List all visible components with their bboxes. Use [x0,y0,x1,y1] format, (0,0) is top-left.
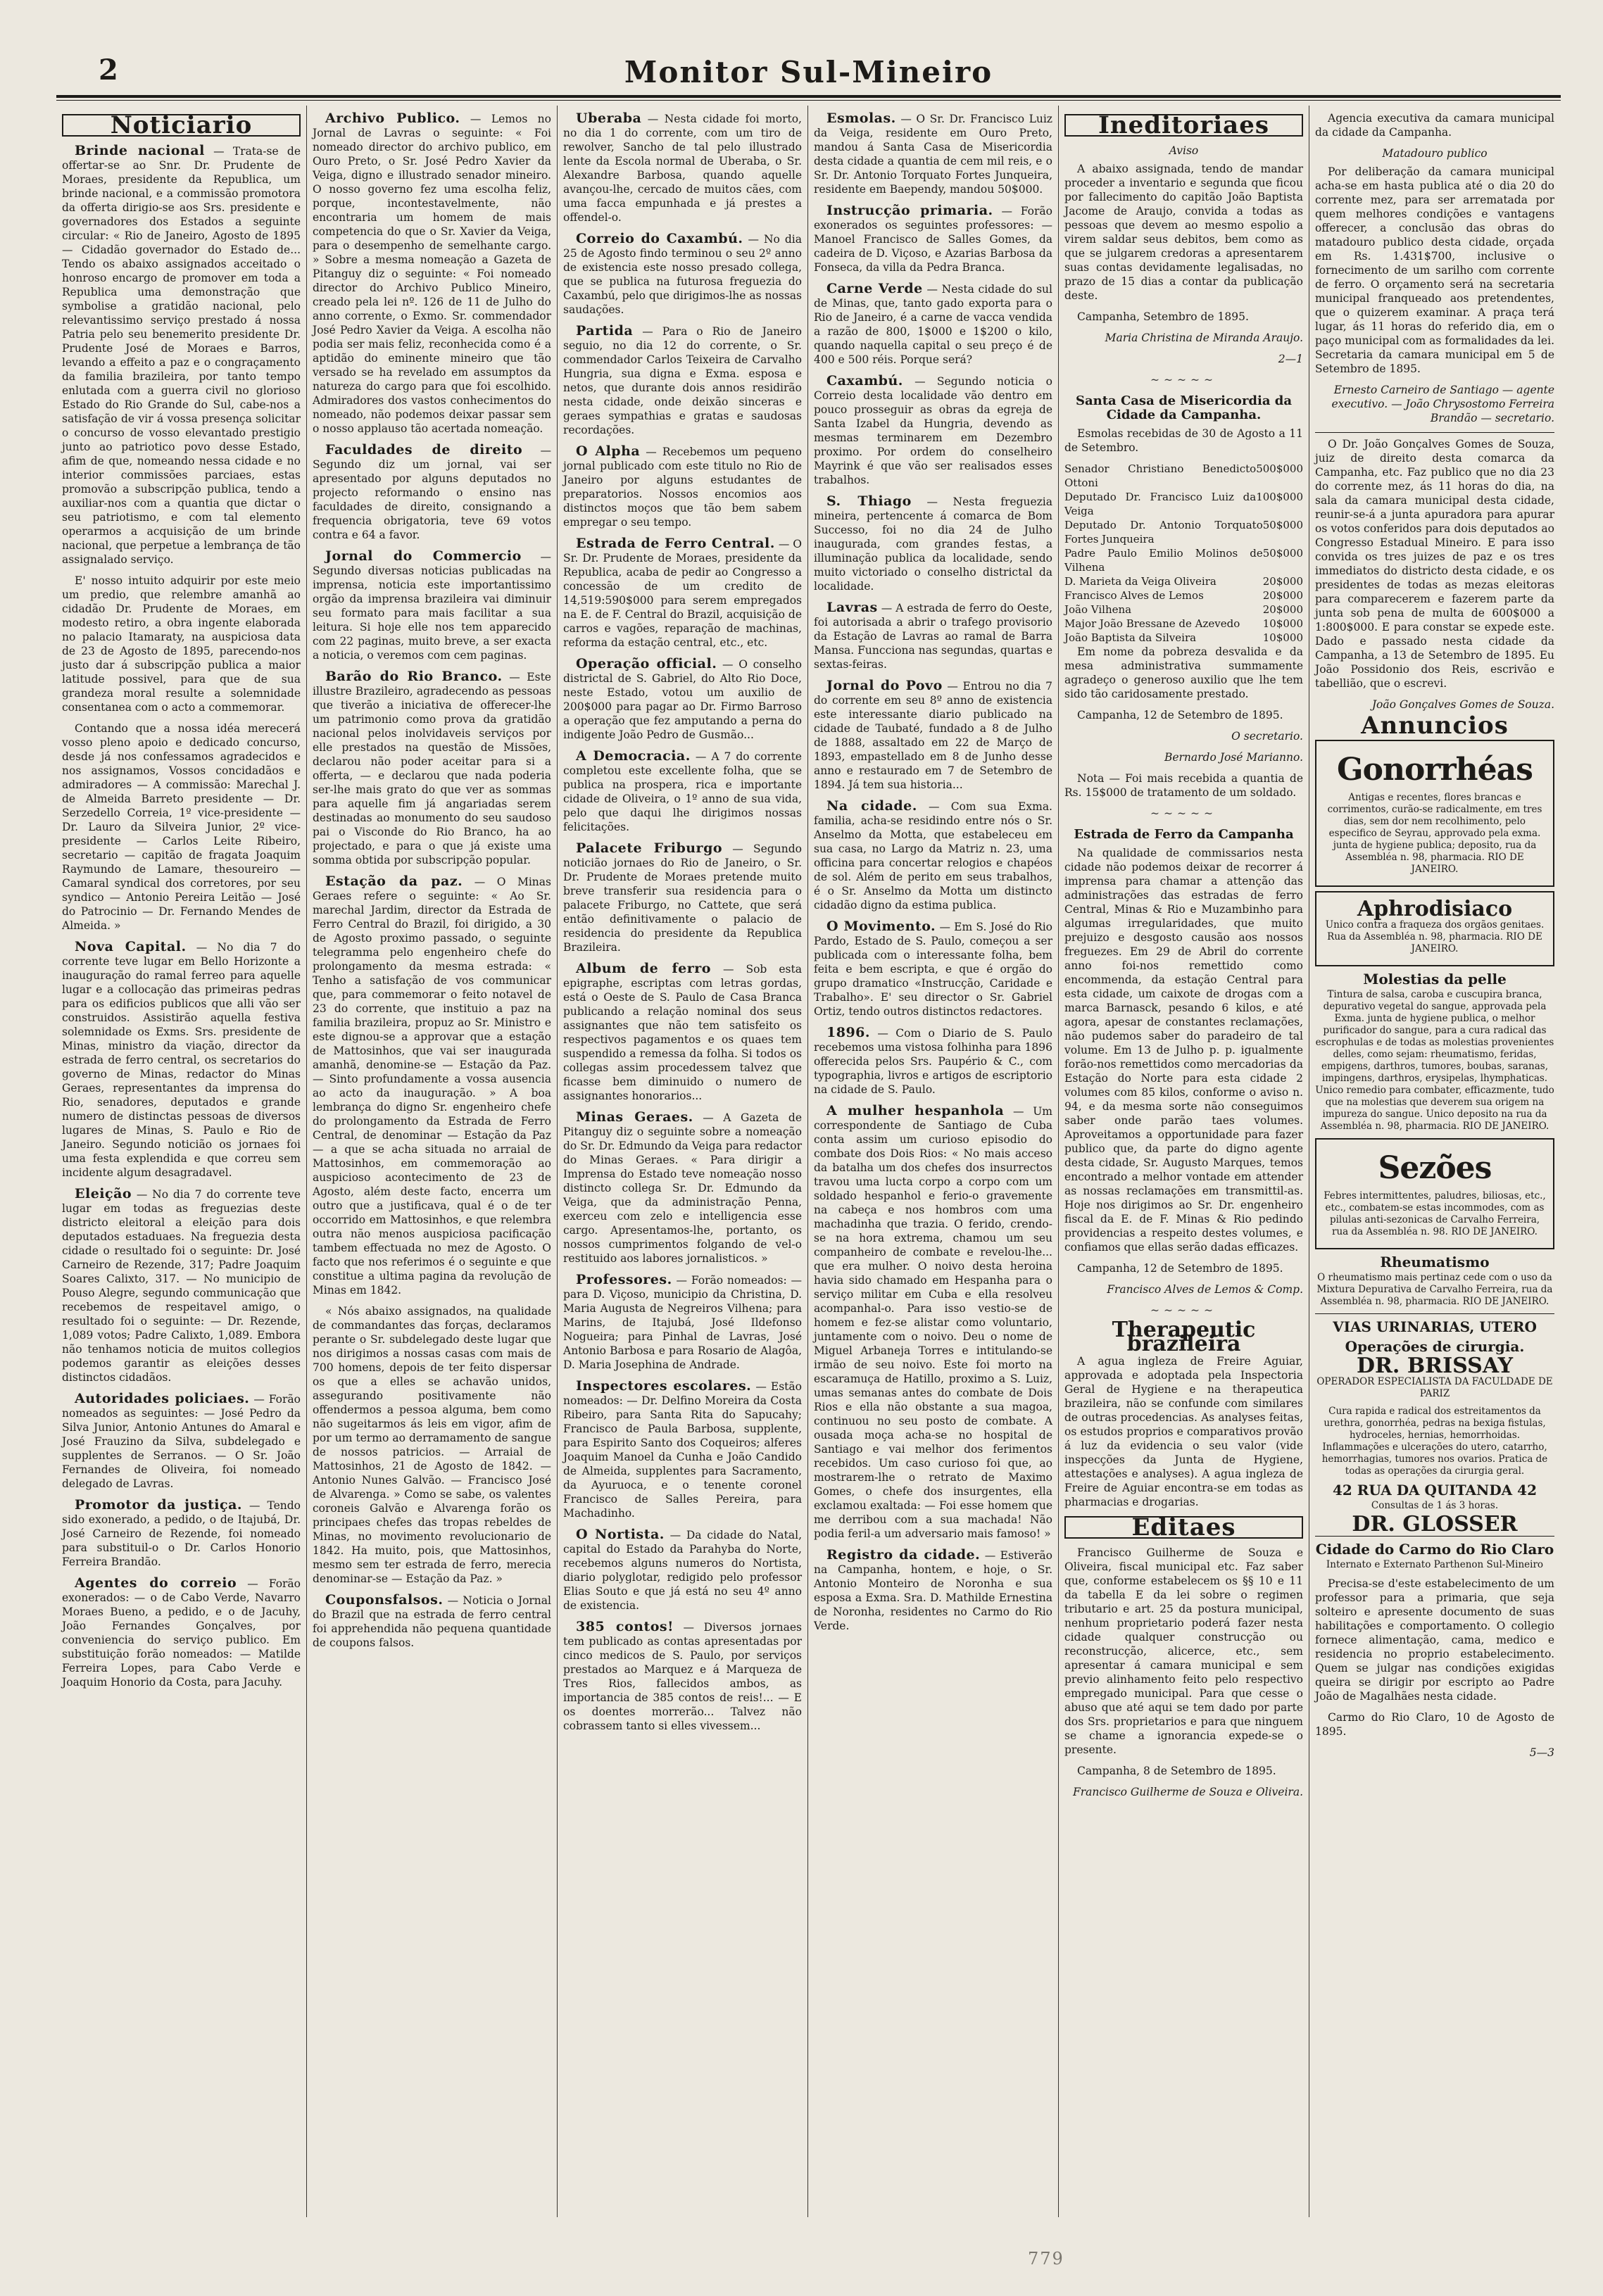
article-body: — Sob esta epigraphe, escriptas com letras gordas, está o Oeste de S. Paulo de Casa Branca publicando a relação nominal dos seus assignantes que não tem satisfeito os respectivos pagamentos e os quaes tem suspendido a remessa da folha. Si todos os collegas assim procedessem talvez que ficasse bem diminuido o numero de assignantes honorarios... [563,963,802,1102]
donation-value: 10$000 [1262,631,1303,644]
santa-casa-intro: Esmolas recebidas de 30 de Agosto a 11 de Setembro. [1064,427,1303,454]
ad-vias-subtitle: Operações de cirurgia. [1345,1338,1525,1355]
article-faculdades [313,443,551,542]
masthead-rule-thin [56,100,1561,101]
article-heading: 385 contos! [576,1619,674,1634]
donor-name: João Vilhena [1064,603,1132,616]
article-heading: Estação da paz. [325,873,463,889]
article-body: — No dia 7 do corrente teve lugar em Bello Horizonte a inauguração do ramal ferreo para aquelle lugar e a collocação das primeiras pedras para os edificios publicos que alli vão ser construidos. Assistirão aquella festiva solemnidade os Exms. Srs. presidente de Minas, ministro da viação, director da estrada de ferro central, os secretarios do governo de Minas, redactor do Minas Geraes, representantes da imprensa do Rio, senadores, deputados e grande numero de distinctas pessoas de diversos lugares de Minas, S. Paulo e Rio de Janeiro. Segundo noticião os jornaes foi uma festa explendida e que correu sem incidente algum desagradavel. [62,941,301,1179]
article-palacete-friburgo [563,841,802,954]
donation-row [1064,617,1303,631]
article-promotor [62,1498,301,1569]
santa-casa-role: O secretario. [1231,730,1303,743]
ad-doctor-name-2: DR. GLOSSER [1352,1512,1518,1537]
article-lavras [814,600,1052,671]
donation-row [1064,588,1303,603]
article-heading: Minas Geraes. [576,1109,693,1125]
article-barao-rio-branco [313,669,551,867]
donation-row [1064,518,1303,546]
article-estrada-central [563,536,802,650]
article-body: — Com sua Exma. familia, acha-se residindo entre nós o Sr. Anselmo da Motta, que estabeleceu em sua casa, no Largo da Matriz n. 23, uma officina para concertar relogios e chapéos de sol. Além de perito em seus trabalhos, é o Sr. Anselmo da Motta um distincto cidadão digno da estima publica. [814,800,1052,912]
article-body: — Trata-se de offertar-se ao Snr. Dr. Prudente de Moraes, presidente da Republica, um brinde nacional, e a commissão promotora da offerta dirigio-se aos Srs. presidente e governadores dos Estados a seguinte circular: « Rio de Janeiro, Agosto de 1895 — Cidadão governador do Estado de... Tendo os abaixo assignados acceitado o honroso encargo de promover em toda a Republica uma demonstração que symbolise a gratidão nacional, pelo relevantissimo serviço prestado á nossa Patria pelo seu benemerito presidente Dr. Prudente José de Moraes e Barros, levando a effeito a paz e o congraçamento da familia brazileira, por tanto tempo enlutada com a guerra civil no glorioso Estado do Rio Grande do Sul, cabe-nos a satisfação de vir á vossa presença solicitar o concurso de vosso elevantado prestigio junto ao patriotico povo desse Estado, afim de que, nomeando nessa cidade e no interior commissões parciaes, estas promovão a subscripção publica, tendo a auxiliar-nos com a quantia que dictar o seu patriotismo, e com tal elemento operarmos a acquisição de um brinde nacional, que perpetue a lembrança de tão assignalado serviço. [62,145,301,566]
ad-sezoes [1315,1138,1554,1249]
divider [1315,1313,1554,1314]
ad-text: Antigas e recentes, flores brancas e corrimentos, curão-se radicalmente, em tres dias, sem dor nem recolhimento, pelo especifico de Seyrau, approvado pela exma. junta de hygiene publica; deposito, rua da Assembléa n. 98, pharmacia. RIO DE JANEIRO. [1327,792,1542,875]
column-6 [1309,106,1560,2217]
ad-doctor-address: 42 RUA DA QUITANDA 42 [1332,1482,1537,1499]
article-esmolas [814,111,1052,196]
article-body: — A estrada de ferro do Oeste, foi autorisada a abrir o trafego provisorio da Estação de Lavras ao ramal de Barra Mansa. Funcciona nas segundas, quartas e sextas-feiras. [814,602,1052,671]
article-body: — Tendo sido exonerado, a pedido, o de Itajubá, Dr. José Carneiro de Rezende, foi nomeado para substituil-o o Dr. Carlos Honorio Ferreira Brandão. [62,1499,301,1568]
article-heading: O Movimento. [826,919,936,934]
article-heading: Faculdades de direito [325,442,523,458]
article-385-contos [563,1620,802,1733]
article-uberaba [563,111,802,225]
article-heading: A mulher hespanhola [826,1103,1005,1118]
article-heading: Estrada de Ferro Central. [576,536,775,551]
article-paragraph: E' nosso intuito adquirir por este meio um predio, que relembre amanhã ao cidadão Dr. Prudente de Moraes, em modesto retiro, a obra ingente elaborada no palacio Itamaraty, na auspiciosa data de 23 de Agosto de 1895, parecendo-nos justo dar á subscripção publica a maior latitude possivel, para que de sua grandeza moral resulte a solemnidade consentanea com o acto a commemorar. [62,574,301,714]
aviso-body: A abaixo assignada, tendo de mandar proceder a inventario e segunda que ficou por fallecimento do capitão João Baptista Jacome de Araujo, convida a todas as pessoas que devem ao mesmo espolio a virem saldar seus debitos, bem como as que se julgarem credoras a apresentarem suas contas devidamente legalisadas, no prazo de 15 dias a contar da publicação deste. [1064,163,1303,302]
article-operacao-official [563,657,802,742]
therapeutic-heading: Therapeutic brazileira [1112,1318,1256,1356]
ad-doctor-name: DR. BRISSAY [1356,1354,1514,1378]
article-heading: Promotor da justiça. [75,1497,242,1513]
ad-molestias-text: Tintura de salsa, caroba e cuscupira branca, depurativo vegetal do sangue, approvada pela Exma. junta de hygiene publica, o melhor purificador do sangue, para a cura radical das escrophulas e de todas as molestias provenientes delles, como sejam: rheumatismo, feridas, empigens, darthros, tumores, boubas, saranas, impingens, darthros, erysipelas, lhymphaticas. Unico remedio para combater, efficazmente, tudo que na molestias que deverem sua origem na impureza do sangue. Unico deposito na rua da Assembléa n. 98, pharmacia. RIO DE JANEIRO. [1315,989,1554,1132]
donor-name: D. Marieta da Veiga Oliveira [1064,575,1217,588]
donation-value: 20$000 [1262,603,1303,616]
ornament-divider: ~~~~~ [1150,807,1217,820]
article-body: — Segundo noticia o Correio desta localidade vão dentro em pouco prosseguir as obras da egreja de Santa Izabel da Hungria, devendo as mesmas terminarem em Dezembro proximo. Por ordem do conselheiro Mayrink é que vão ser realisados esses trabalhos. [814,375,1052,486]
section-title-editaes: Editaes [1064,1516,1303,1539]
donor-name: Francisco Alves de Lemos [1064,589,1204,602]
article-body: — Diversos jornaes tem publicado as contas apresentadas por cinco medicos de S. Paulo, por serviços prestados ao Marquez e á Marqueza de Tres Rios, fallecidos ambos, as importancia de 385 contos de reis!... — E os doentes morrerão... Talvez não cobrassem tanto si elles vivessem... [563,1621,802,1732]
article-body: — Entrou no dia 7 do corrente em seu 8º anno de existencia este interessante diario publicado na cidade de Taubaté, fundado a 8 de Julho de 1888, assaltado em 22 de Março de 1893, empastellado em 8 de Junho desse anno e restaurado em 7 de Setembro de 1894. Já tem sua historia... [814,680,1052,791]
article-body: — Forão exonerados: — o de Cabo Verde, Navarro Moraes Bueno, a pedido, e o de Jacuhy, João Fernandes Gonçalves, por conveniencia do serviço publico. Em substituição forão nomeados: — Matilde Ferreira Lopes, para Cabo Verde e Joaquim Honorio da Costa, para Jacuhy. [62,1577,301,1689]
donor-name: Major João Bressane de Azevedo [1064,617,1240,630]
ornament-divider: ~~~~~ [1150,374,1217,386]
aviso-date: Campanha, Setembro de 1895. [1077,310,1249,323]
ad-title: Sezões [1378,1150,1492,1186]
editaes-date: Campanha, 8 de Setembro de 1895. [1077,1765,1276,1777]
article-body: — Para o Rio de Janeiro seguio, no dia 12 do corrente, o Sr. commendador Carlos Teixeira de Carvalho Hungria, sua digna e Exma. esposa e netos, que durante dois annos residirão nesta cidade, onde deixão sinceras e geraes sympathias e gratas e saudosas recordações. [563,325,802,436]
article-registro-cidade [814,1548,1052,1633]
article-caxambu [814,374,1052,487]
matadouro-signature: Ernesto Carneiro de Santiago — agente executivo. — João Chrysostomo Ferreira Brandão — secretario. [1331,384,1554,424]
article-body: — Da cidade do Natal, capital do Estado da Parahyba do Norte, recebemos alguns numeros do Nortista, diario polyglotar, redigido pelo professor Elias Souto e que já está no seu 4º anno de existencia. [563,1529,803,1612]
donor-name: Padre Paulo Emilio Molinos de Vilhena [1064,547,1263,574]
article-heading: Autoridades policiaes. [75,1391,250,1406]
article-na-cidade [814,799,1052,912]
article-jornal-commercio [313,549,551,662]
article-heading: Instrucção primaria. [826,203,993,218]
ad-rheumatismo-title: Rheumatismo [1380,1254,1490,1270]
article-heading: Caxambú. [826,373,903,389]
article-a-democracia [563,749,802,834]
ornament-divider: ~~~~~ [1150,1304,1217,1317]
donation-row [1064,546,1303,574]
article-body: — Nesta cidade do sul de Minas, que, tanto gado exporta para o Rio de Janeiro, é a carne de vacca vendida a razão de 800, 1$000 e 1$200 o kilo, quando naquella capital o seu preço é de 400 e 500 réis. Porque será? [814,283,1052,366]
article-body: — Segundo diversas noticias publicadas na imprensa, noticia este importantissimo orgão da imprensa brazileira vai diminuir seu formato para mais facilitar a sua leitura. Si hoje elle nos tem apparecido com 22 paginas, muito breve, a ser exacta a noticia, o veremos com cem paginas. [313,550,551,662]
article-heading: Professores. [576,1272,672,1287]
estrada-campanha-heading: Estrada de Ferro da Campanha [1074,827,1294,842]
archive-stamp: 779 [1028,2249,1064,2269]
article-body: — Estiverão na Campanha, hontem, e hoje, o Sr. Antonio Monteiro de Noronha e sua esposa a Exma. Sra. D. Mathilde Ernestina de Noronha, residentes no Carmo do Rio Verde. [814,1549,1052,1632]
ad-carmo-subtitle: Internato e Externato Parthenon Sul-Mineiro [1326,1559,1544,1570]
article-heading: Na cidade. [826,798,917,814]
article-heading: Album de ferro [576,961,711,976]
ad-molestias-title: Molestias da pelle [1363,971,1507,988]
santa-casa-body: Em nome da pobreza desvalida e da mesa administrativa summamente agradeço o generoso auxilio que lhe tem sido tão caridosamente prestado. [1064,645,1303,700]
article-o-alpha [563,444,802,529]
masthead-rule-thick [56,95,1561,98]
article-body: — A Gazeta de Pitanguy diz o seguinte sobre a nomeação do Sr. Dr. Edmundo da Veiga para redactor do Minas Geraes. « Para dirigir a Imprensa do Estado teve nomeação nosso distincto collega Sr. Dr. Edmundo da Veiga, que da administração Penna, exerceu com zelo e intelligencia esse cargo. Apresentamos-lhe, portanto, os nossos cumprimentos folgando de vel-o restituido aos labores jornalisticos. » [563,1111,802,1265]
column-2 [307,106,558,2217]
donation-row [1064,631,1303,645]
santa-casa-heading: Santa Casa de Misericordia da Cidade da Campanha. [1075,393,1293,422]
estrada-campanha-date: Campanha, 12 de Setembro de 1895. [1077,1262,1283,1275]
article-album-ferro [563,961,802,1103]
article-body: — Forão exonerados os seguintes professores: — Manoel Francisco de Salles Gomes, da cadeira de D. Viçoso, e Azarias Barbosa da Fonseca, da villa da Pedra Branca. [814,205,1052,274]
donation-value: 10$000 [1262,617,1303,630]
column-3 [558,106,808,2217]
donation-row [1064,462,1303,490]
ad-gonorrheas [1315,740,1554,887]
ad-carmo-title: Cidade do Carmo do Rio Claro [1315,1541,1554,1558]
article-1896 [814,1026,1052,1097]
article-body: — Noticia o Jornal do Brazil que na estrada de ferro central foi apprehendida não pequena quantidade de coupons falsos. [313,1594,551,1649]
article-body: — O Minas Geraes refere o seguinte: « Ao Sr. marechal Jardim, director da Estrada de Ferro Central do Brazil, foi dirigido, a 30 de Agosto proximo passado, o seguinte telegramma pelo engenheiro chefe do prolongamento da mesma estrada: « Tenho a satisfação de vos communicar que, para commemorar o feito notavel de 23 do corrente, que instituio a paz na familia brazileira, propuz ao Sr. Ministro e este dignou-se a approvar que a estação de Mattosinhos, que vai ser inaugurada amanhã, denomine-se — Estação da Paz. — Sinto profundamente a vossa ausencia ao acto da inauguração. » A boa lembrança do digno Sr. engenheiro chefe do prolongamento da Estrada de Ferro Central, de denominar — Estação da Paz — a que se acha situada no arraial de Mattosinhos, em commemoração ao auspicioso acontecimento de 23 de Agosto, além deste facto, encerra um outro que a justificava, qual é o de ter occorrido em Mattosinhos, e que relembra outra não menos auspiciosa pacificação tambem effectuada no mez de Agosto. O facto que nos referimos é o seguinte e que constitue a ultima pagina da revolução de Minas em 1842. [313,876,551,1297]
article-body: — O Sr. Dr. Francisco Luiz da Veiga, residente em Ouro Preto, mandou á Santa Casa de Misericordia desta cidade a quantia de cem mil reis, e o Sr. Dr. Antonio Torquato Fortes Junqueira, residente em Baependy, mandou 50$000. [814,113,1052,196]
article-body: — Em S. José do Rio Pardo, Estado de S. Paulo, começou a ser publicada com o interessante folha, bem feita e bem escripta, e que é orgão do grupo dramatico «Instrucção, Caridade e Trabalho». E' seu director o Sr. Gabriel Ortiz, tendo outros distinctos redactores. [814,921,1053,1018]
article-body: — Estão nomeados: — Dr. Delfino Moreira da Costa Ribeiro, para Santa Rita do Sapucahy; Francisco de Paula Barbosa, supplente, para Espirito Santo dos Coqueiros; alferes Joaquim Manoel da Cunha e João Candido de Almeida, supplentes para Sacramento, da Ayuruoca, e o tenente coronel Francisco de Salles Pereira, para Machadinho. [563,1380,802,1520]
article-agentes-correio [62,1576,301,1689]
estrada-campanha-signature: Francisco Alves de Lemos & Comp. [1107,1283,1303,1296]
juiz-signature: João Gonçalves Gomes de Souza. [1371,698,1554,711]
article-body: — Lemos no Jornal de Lavras o seguinte: « Foi nomeado director do archivo publico, em Ouro Preto, o Sr. José Pedro Xavier da Veiga, digno e illustrado senador mineiro. O nosso governo fez uma escolha feliz, porque, incontestavelmente, não encontraria um homem de mais competencia do que o Sr. Xavier da Veiga, para o desempenho de semelhante cargo. » Sobre a mesma nomeação a Gazeta de Pitanguy diz o seguinte: « Foi nomeado director do Archivo Publico Mineiro, creado pela lei nº. 126 de 11 de Julho do anno corrente, o Exmo. Sr. commendador José Pedro Xavier da Veiga. A escolha não podia ser mais feliz, reconhecida como é a aptidão do eminente mineiro que tão versado se ha revelado em assumptos da natureza do cargo para que foi escolhido. Admiradores dos vastos conhecimentos do nomeado, não podemos deixar passar sem o nosso applauso tão acertada nomeação. [313,113,551,435]
article-body: — Este illustre Brazileiro, agradecendo as pessoas que tiverão a iniciativa de offerecer-lhe um patrimonio como prova da gratidão nacional pelos inolvidaveis serviços por elle prestados na questão de Missões, declarou não poder aceitar para si a offerta, — e declarou que nada poderia ser-lhe mais grato do que ver as sommas para aquelle fim já angariadas serem destinadas ao monumento do seu saudoso pai o Visconde do Rio Branco, ha ao projectado, e para o que já existe uma somma obtida por subscripção popular. [313,671,551,866]
article-correio-caxambu [563,232,802,317]
article-paragraph: « Nós abaixo assignados, na qualidade de commandantes das forças, declaramos perante o Sr. subdelegado deste lugar que nos dirigimos a nossas casas com mais de 700 homens, depois de ter feito dispersar os que a elles se achavão unidos, assegurando positivamente não offendermos a pessoa alguma, bem como não sugeitarmos ás leis em vigor, afim de por um termo ao derramamento de sangue de nossos patricios. — Arraial de Mattosinhos, 21 de Agosto de 1842. — Antonio Nunes Galvão. — Francisco José de Alvarenga. » Como se sabe, os valentes coroneis Galvão e Alvarenga forão os principaes chefes das tropas rebeldes de Minas, no movimento revolucionario de 1842. Ha muito, pois, que Mattosinhos, mesmo sem ter estrada de ferro, merecia denominar-se — Estação da Paz. » [313,1305,551,1585]
ad-text: Febres intermittentes, paludres, biliosas, etc., etc., combatem-se estas incommodes, com as pilulas anti-sezonicas de Carvalho Ferreira, rua da Assembléa n. 98. RIO DE JANEIRO. [1324,1190,1546,1237]
donation-list [1064,462,1303,645]
article-coupons-falsos [313,1593,551,1650]
aviso-code: 2—1 [1278,353,1303,365]
article-heading: A Democracia. [576,748,691,764]
article-heading: Uberaba [576,111,642,126]
article-heading: S. Thiago [826,493,912,509]
article-heading: Correio do Caxambú. [576,231,743,246]
ad-doctor-role: OPERADOR ESPECIALISTA DA FACULDADE DE PARIZ [1316,1376,1553,1399]
matadouro-heading: Matadouro publico [1382,147,1488,160]
article-body: — O Sr. Dr. Prudente de Moraes, presidente da Republica, acaba de pedir ao Congresso a concessão de um credito de 14,519:590$000 para serem empregados na E. de F. Central do Brazil, acquisição de carros e vagões, reparação de machinas, reforma da estação central, etc., etc. [563,538,803,649]
column-5 [1059,106,1309,2217]
article-heading: Registro da cidade. [826,1547,981,1563]
article-body: — No dia 25 de Agosto findo terminou o seu 2º anno de existencia este nosso presado collega, que se publica na futurosa freguezia do Caxambú, pelo que dirigimos-lhe as nossas saudações. [563,233,802,316]
article-archivo-publico [313,111,551,436]
article-body: — O conselho districtal de S. Gabriel, do Alto Rio Doce, neste Estado, votou um auxilio de 200$000 para pagar ao Dr. Firmo Barroso a operação que fez amputando a perna do indigente João Pedro de Gusmão... [563,658,802,741]
therapeutic-body: A agua ingleza de Freire Aguiar, approvada e adoptada pela Inspectoria Geral de Hygiene e na therapeutica brazileira, não se confunde com similares de outras procedencias. As analyses feitas, os estudos proprios e comparativos provão á luz da evidencia o seu valor (vide inspecções da Junta de Hygiene, attestações e analyses). A agua ingleza de Freire de Aguiar encontra-se em todas as pharmacias e drogarias. [1064,1355,1303,1508]
article-estacao-paz [313,874,551,1297]
article-o-movimento [814,919,1052,1018]
article-heading: O Alpha [576,443,641,459]
article-body: — Forão nomeados as seguintes: — José Pedro da Silva Junior, Antonio Antunes do Amaral e José Frauzino da Silva, subdelegado e supplentes de Serranos. — O Sr. João Fernandes de Oliveira, foi nomeado delegado de Lavras. [62,1393,301,1490]
ad-doctor-hours: Consultas de 1 ás 3 horas. [1371,1500,1499,1511]
article-body: — Nesta cidade foi morto, no dia 1 do corrente, com um tiro de rewolver, Sancho de tal pelo illustrado lente da Escola normal de Uberaba, o Sr. Alexandre Barbosa, quando aquelle avançou-lhe, cercado de muitos cães, com uma facca empunhada e já prestes a offendel-o. [563,113,802,224]
aviso-signature: Maria Christina de Miranda Araujo. [1105,332,1303,344]
article-s-thiago [814,494,1052,593]
newspaper-title: Monitor Sul-Mineiro [624,55,993,89]
editaes-body: Francisco Guilherme de Souza e Oliveira, fiscal municipal etc. Faz saber que, conforme estabelecem os §§ 10 e 11 da tabella E da lei sobre o regimen tributario e art. 25 da postura municipal, nenhum proprietario poderá fazer nesta cidade qualquer construcção ou reconstrucção, alicerce, etc., sem apresentar á camara municipal e sem previo alinhamento feito pelo respectivo empregado municipal. Para que cesse o abuso que até aqui se tem dado por parte dos Srs. proprietarios e para que ninguem se chame a ignorancia expede-se o presente. [1064,1546,1303,1756]
matadouro-agency: Agencia executiva da camara municipal da cidade da Campanha. [1315,112,1554,139]
article-body: — Recebemos um pequeno jornal publicado com este titulo no Rio de Janeiro por alguns estudantes de preparatorios. Nossos encomios aos distinctos moços que tão bem sabem empregar o seu tempo. [563,446,802,529]
matadouro-body: Por deliberação da camara municipal acha-se em hasta publica até o dia 20 do corrente mez, para ser arrematada por quem melhores condições e vantagens offerecer, a conclusão das obras do matadouro publico desta cidade, orçada em Rs. 1.431$700, inclusive o fornecimento de um sarilho com corrente de ferro. O orçamento será na secretaria municipal franqueado aos pretendentes, que o quizerem examinar. A praça terá lugar, ás 11 horas do referido dia, em o paço municipal com as formalidades da lei. Secretaria da camara municipal em 5 de Setembro de 1895. [1315,165,1554,375]
donation-value: 50$000 [1262,519,1303,531]
ad-text: Unico contra a fraqueza dos orgãos genitaes. Rua da Assembléa n. 98, pharmacia. RIO DE JANEIRO. [1325,919,1545,954]
article-heading: Esmolas. [826,111,896,126]
article-carne-verde [814,282,1052,367]
ad-carmo-date: Carmo do Rio Claro, 10 de Agosto de 1895. [1315,1711,1554,1738]
santa-casa-note: Nota — Foi mais recebida a quantia de Rs. 15$000 de tratamento de um soldado. [1064,772,1303,799]
donation-row [1064,490,1303,518]
donor-name: Senador Christiano Benedicto Ottoni [1064,462,1257,489]
article-heading: Archivo Publico. [325,111,460,126]
article-nova-capital [62,940,301,1180]
donor-name: Deputado Dr. Antonio Torquato Fortes Junqueira [1064,519,1263,545]
donation-value: 100$000 [1256,491,1303,503]
section-title-annuncios: Annuncios [1361,712,1509,740]
article-instrucao-primaria [814,203,1052,275]
article-heading: Couponsfalsos. [325,1592,444,1608]
article-professores [563,1273,802,1372]
article-heading: Agentes do correio [75,1575,237,1591]
ad-carmo-body: Precisa-se d'este estabelecimento de um professor para a primaria, que seja solteiro e apresente documento de suas habilitações e comportamento. O collegio fornece alimentação, cama, medico e residencia no proprio estabelecimento. Quem se julgar nas condições exigidas queira se dirigir por escripto ao Padre João de Magalhães nesta cidade. [1315,1577,1554,1703]
article-heading: Nova Capital. [75,939,187,954]
article-body: — A 7 do corrente completou este excellente folha, que se publica na prospera, rica e importante cidade de Oliveira, o 1º anno de sua vida, pelo que daqui lhe dirigimos nossas felicitações. [563,750,802,833]
article-heading: Operação official. [576,656,717,671]
article-heading: Lavras [826,600,878,615]
article-inspectores [563,1379,802,1520]
ad-carmo-code: 5—3 [1529,1746,1554,1759]
article-body: — Um correspondente de Santiago de Cuba conta assim um curioso episodio do combate dos Dois Rios: « No mais acceso da batalha um dos chefes dos insurrectos travou uma lucta corpo a corpo com um soldado hespanhol e ferio-o gravemente na cabeça e nos hombros com uma machadinha que trazia. O ferido, crendo-se na hora extrema, chamou um seu companheiro de combate e revelou-lhe... que era mulher. O noivo desta heroina havia sido chamado em Hespanha para o serviço militar em Cuba e ella resolveu acompanhal-o. Para isso vestio-se de homem e fez-se alistar como voluntario, juntamente com o noivo. Deu o nome de Miguel Arbaneja Torres e intitulando-se irmão de seu noivo. Este foi morto na escaramuça de Hatillo, proximo a S. Luiz, umas semanas antes do combate de Dois Rios e ella não obstante a sua magoa, continuou no seu posto de combate. A ousada moça acha-se no hospital de Santiago e vai melhor dos ferimentos recebidos. Um caso curioso foi que, ao mostrarem-lhe o retrato de Maximo Gomes, o chefe dos insurgentes, ella exclamou exaltada: — Foi esse homem que me derribou com a sua machada! Não podia feril-a um adversario mais famoso! » [814,1105,1052,1540]
article-heading: Carne Verde [826,281,923,296]
juiz-body: O Dr. João Gonçalves Gomes de Souza, juiz de direito desta comarca da Campanha, etc. Faz publico que no dia 23 do corrente mez, ás 11 horas do dia, na sala da camara municipal desta cidade, reunir-se-á a junta apuradora para apurar os votos conferidos para dois deputados ao Congresso Estadual Mineiro. E para isso convida os tres juizes de paz e os tres immediatos do districto desta cidade, e os presidentes de todas as mezas eleitoras para comparecerem e fazerem parte da junta sob pena de multa de 600$000 a 1:800$000. E para constar se expede este. Dado e passado nesta cidade da Campanha, a 13 de Setembro de 1895. Eu João Possidonio dos Reis, escrivão e tabellião, que o escrevi. [1315,438,1554,690]
article-heading: Inspectores escolares. [576,1378,752,1394]
article-heading: O Nortista. [576,1527,665,1542]
editaes-signature: Francisco Guilherme de Souza e Oliveira. [1072,1786,1303,1798]
ad-title: Gonorrhéas [1337,752,1533,788]
ad-title: Aphrodisiaco [1357,897,1513,921]
article-autoridades [62,1392,301,1491]
article-partida [563,324,802,437]
column-4 [808,106,1059,2217]
santa-casa-date: Campanha, 12 de Setembro de 1895. [1077,709,1283,721]
masthead [56,49,1561,99]
article-o-nortista [563,1527,802,1613]
section-title-noticiario: Noticiario [62,114,301,137]
section-title-ineditoriaes: Ineditoriaes [1064,114,1303,137]
article-heading: Jornal do Povo [826,678,943,693]
donor-name: João Baptista da Silveira [1064,631,1197,644]
donation-value: 500$000 [1256,462,1303,475]
article-eleicao [62,1187,301,1384]
article-jornal-povo [814,679,1052,792]
ad-doctor-text: Cura rapida e radical dos estreitamentos da urethra, gonorrhéa, pedras na bexiga fistulas, hydroceles, hernias, hemorrhoidas. Inflammações e ulcerações do utero, catarrho, hemorrhagias, tumores nos ovarios. Pratica de todas as operações da cirurgia geral. [1321,1406,1548,1477]
santa-casa-signature: Bernardo José Marianno. [1164,751,1303,764]
article-body: — Nesta freguezia mineira, pertencente á comarca de Bom Successo, foi no dia 24 de Julho inaugurada, com grandes festas, a illuminação publica da localidade, sendo muito victoriado o conselho districtal da localidade. [814,496,1052,593]
article-heading: Brinde nacional [75,143,205,158]
article-heading: Eleição [75,1186,132,1201]
ad-vias-title: VIAS URINARIAS, UTERO [1333,1318,1537,1335]
article-brinde-nacional [62,144,301,567]
article-body: — Forão nomeados: — para D. Viçoso, municipio da Christina, D. Maria Augusta de Negreiros Vilhena; para Marins, de Itajubá, José Ildefonso Nogueira; para Pinhal de Lavras, José Antonio Barbosa e para Rosario de Alagôa, D. Maria Josephina de Andrade. [563,1274,803,1371]
article-heading: 1896. [826,1025,870,1040]
estrada-campanha-body: Na qualidade de commissarios nesta cidade não podemos deixar de recorrer á imprensa para chamar a attenção das administrações das estradas de ferro Central, Minas & Rio e Muzambinho para algumas irregularidades, que muito prejuizo e desgosto causão aos nossos freguezes. Em 29 de Abril do corrente anno foi-nos remettido como encommenda, da estação Central para esta cidade, um caixote de drogas com a marca Barnasck, pesando 6 kilos, e até agora, apesar de constantes reclamações, não pudemos saber do paradeiro de tal volume. Em 13 de Julho p. p. igualmente forão-nos remettidos como mercadorias da Estação do Norte para esta cidade 2 volumes com 85 kilos, conforme o aviso n. 94, e da mesma sorte não conseguimos saber onde parão taes volumes. Aproveitamos a opportunidade para fazer publico que, da parte do digno agente desta cidade, Sr. Augusto Marques, temos encontrado a melhor vontade em attender as nossas reclamações em transmittil-as. Hoje nos dirigimos ao Sr. Dr. engenheiro fiscal da E. de F. Minas & Rio pedindo providencias a respeito destes volumes, e confiamos que ellas serão dadas efficazes. [1064,847,1303,1254]
columns [56,106,1563,2217]
aviso-heading: Aviso [1169,144,1199,157]
divider [1315,432,1554,433]
article-heading: Partida [576,323,634,339]
article-heading: Barão do Rio Branco. [325,669,503,684]
ad-aphrodisiaco [1315,891,1554,966]
article-minas-geraes [563,1110,802,1266]
donation-value: 50$000 [1262,547,1303,560]
article-heading: Jornal do Commercio [325,548,522,564]
ad-rheumatismo-text: O rheumatismo mais pertinaz cede com o uso da Mixtura Depurativa de Carvalho Ferreira, rua da Assembléa n. 98, pharmacia. RIO DE JANEIRO. [1316,1272,1553,1307]
donor-name: Deputado Dr. Francisco Luiz da Veiga [1064,491,1257,517]
article-mulher-hespanhola [814,1104,1052,1541]
article-heading: Palacete Friburgo [576,840,723,856]
article-body: — Com o Diario de S. Paulo recebemos uma vistosa folhinha para 1896 offerecida pelos Srs. Paupério & C., com typographia, livros e artigos de escriptorio na cidade de S. Paulo. [814,1027,1052,1096]
donation-row [1064,574,1303,588]
article-body: — Segundo noticião jornaes do Rio de Janeiro, o Sr. Dr. Prudente de Moraes pretende muito breve transferir sua residencia para o palacete Friburgo, no Cattete, que será então definitivamente o palacio de residencia do presidente da Republica Brazileira. [563,843,802,954]
article-body: — Segundo diz um jornal, vai ser apresentado por alguns deputados no projecto reformando o ensino nas faculdades de direito, consignando a frequencia obrigatoria, teve 69 votos contra e 64 a favor. [313,444,551,541]
donation-value: 20$000 [1262,589,1303,602]
donation-row [1064,603,1303,617]
article-paragraph: Contando que a nossa idéa merecerá vosso pleno apoio e dedicado concurso, desde já nos confessamos agradecidos e nos assignamos, Vossos concidadãos e admiradores — A commissão: Marechal J. de Almeida Barreto presidente — Dr. Serzedello Correia, 1º vice-presidente — Dr. Lauro da Silveira Junior, 2º vice-presidente — Carlos Leite Ribeiro, secretario — capitão de fragata Joaquim Raymundo de Lamare, thesoureiro — Camaral syndical dos corretores, por seu syndico — Antonio Pereira Leitão — José do Patrocinio — Dr. Fernando Mendes de Almeida. » [62,722,301,932]
page-number: 2 [99,53,118,87]
donation-value: 20$000 [1262,575,1303,588]
column-1 [56,106,307,2217]
article-body: — No dia 7 do corrente teve lugar em todas as freguezias deste districto eleitoral a eleição para dois deputados estaduaes. Na freguezia desta cidade o resultado foi o seguinte: Dr. José Carneiro de Rezende, 317; Padre Joaquim Soares Calixto, 317. — No municipio de Pouso Alegre, segundo communicação que recebemos de respeitavel amigo, o resultado foi o seguinte: — Dr. Rezende, 1,089 votos; Padre Calixto, 1,089. Embora não tenhamos noticia de muitos collegios podemos garantir as eleições desses distinctos cidadãos. [62,1188,301,1384]
